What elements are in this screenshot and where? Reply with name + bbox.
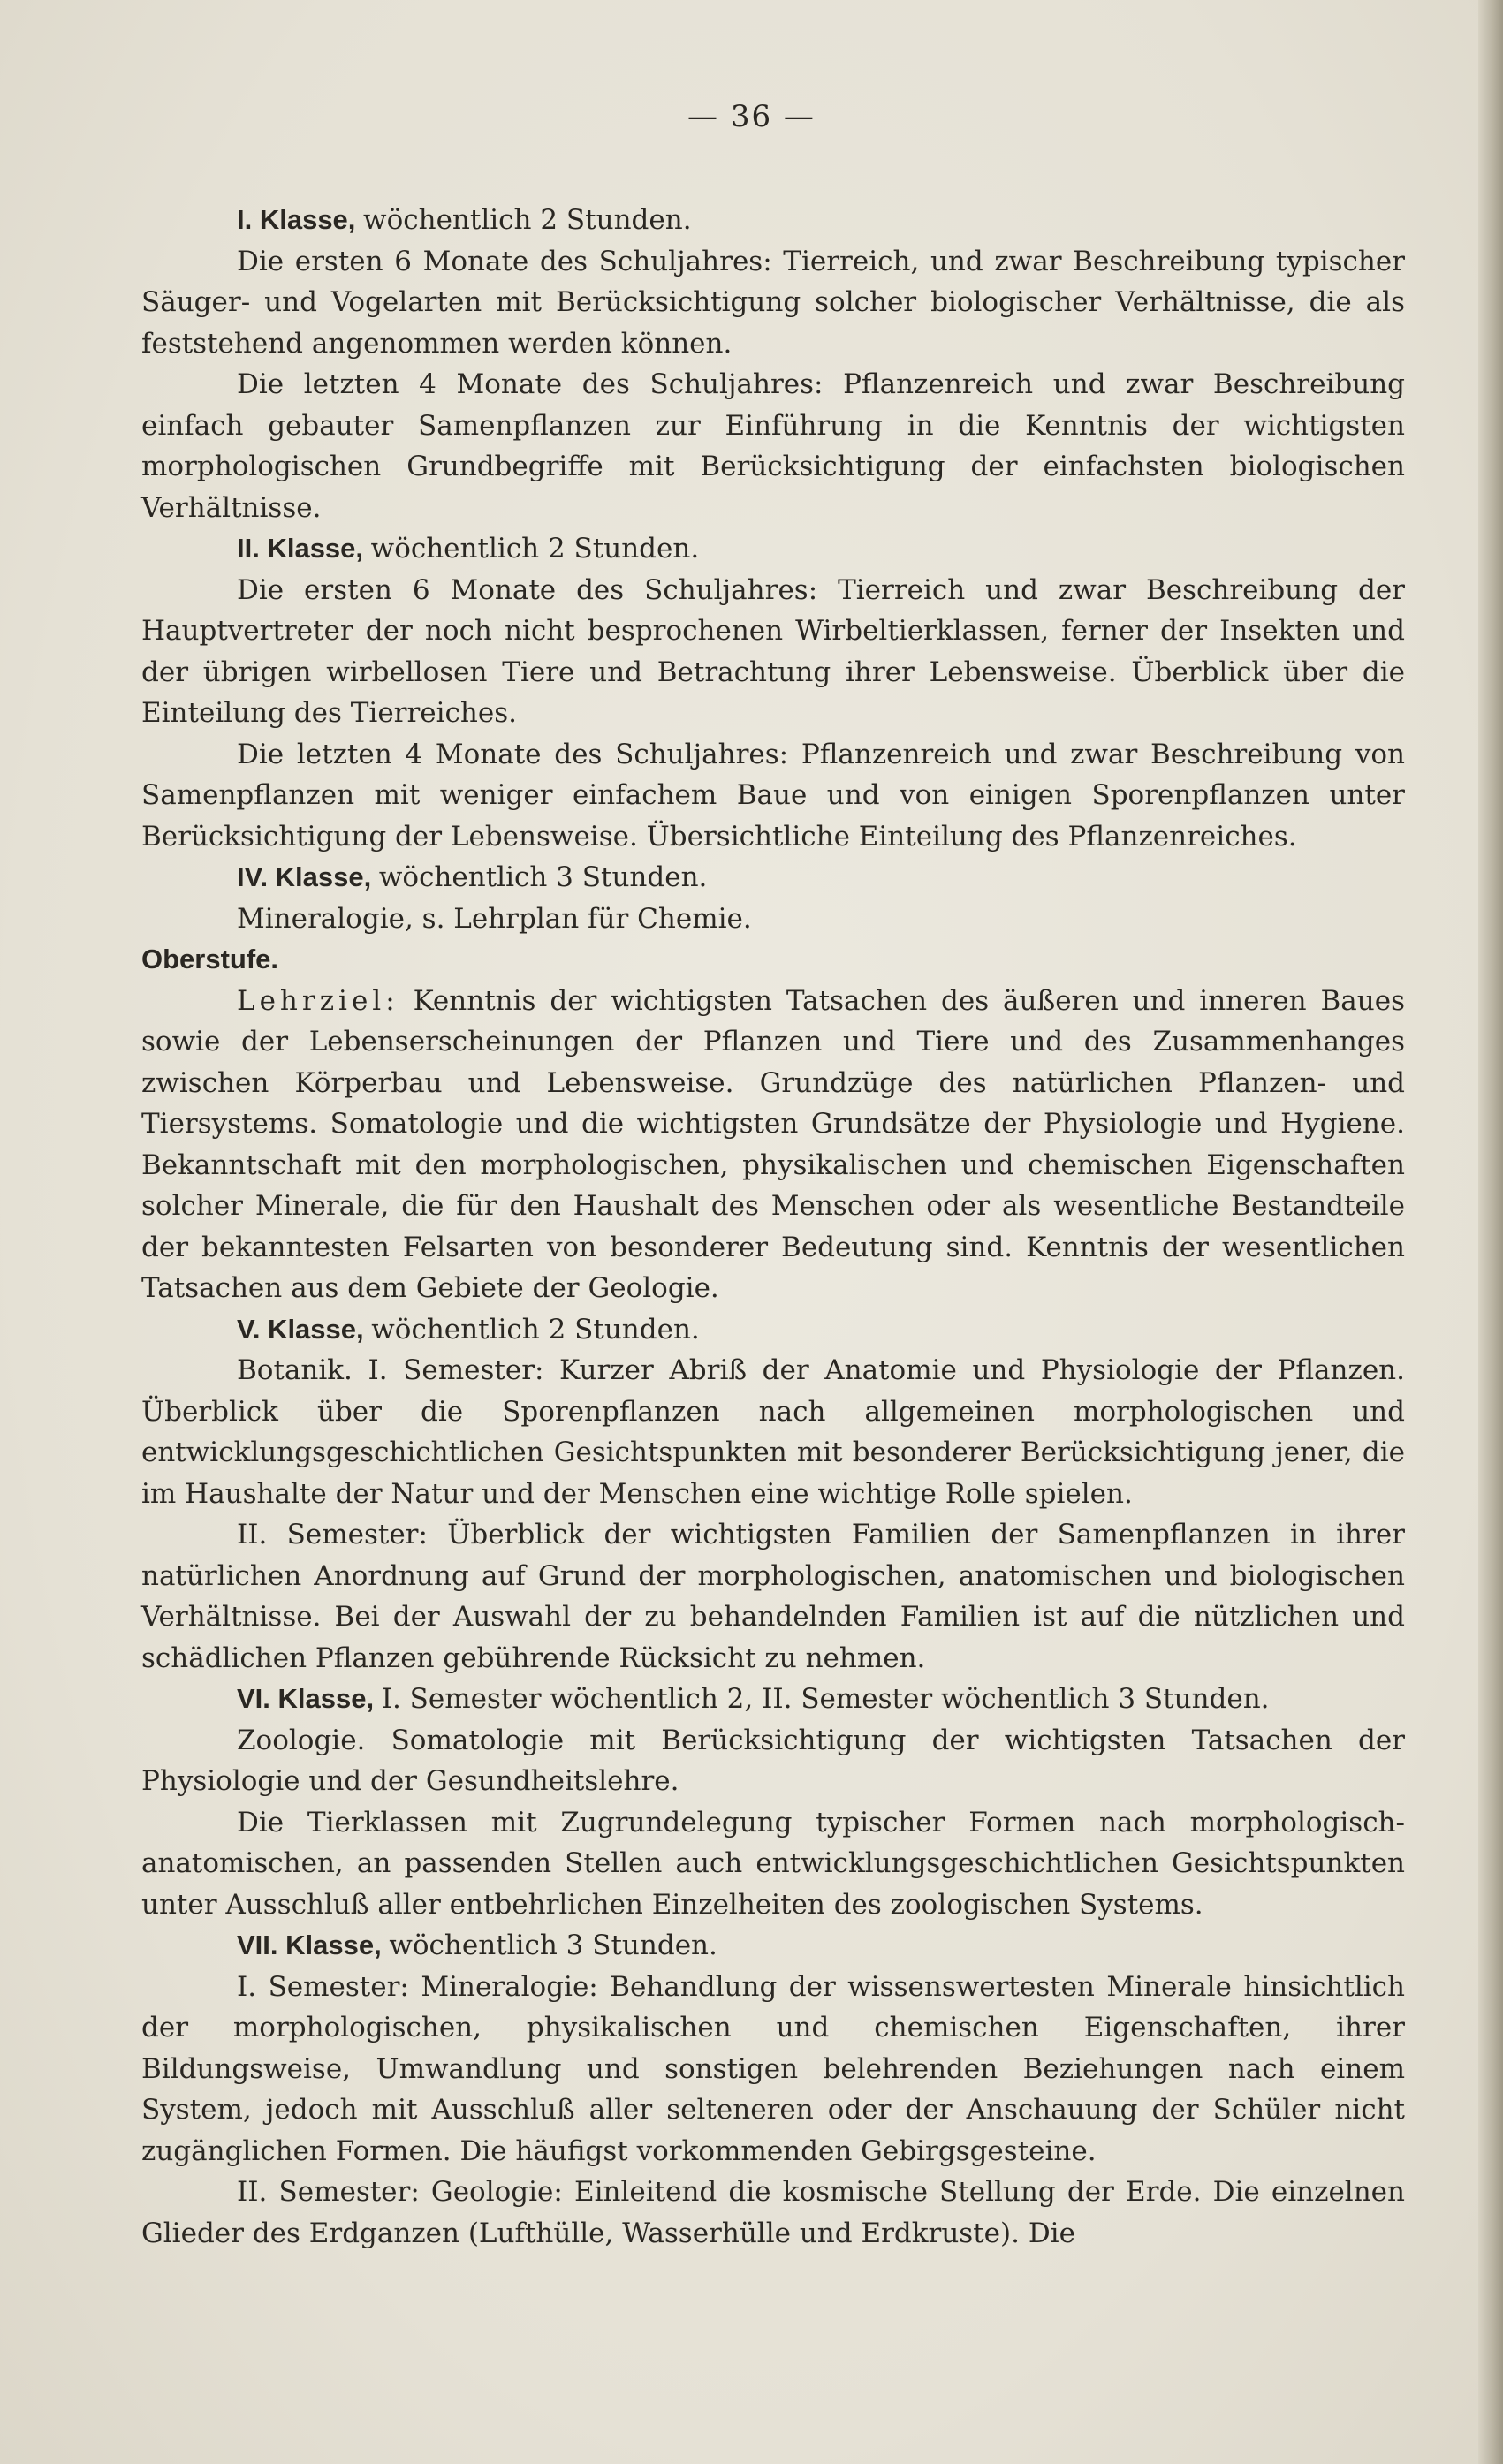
- klasse-7-heading: [141, 1925, 1405, 1967]
- klasse-4-heading: [141, 857, 1405, 898]
- book-spine-shadow: [1478, 0, 1503, 2464]
- klasse-7-paragraph-1: I. Semester: Mineralogie: Behandlung der wissenswertesten Minerale hinsichtlich der morphologischen, physikalischen und chemischen Eigenschaften, ihrer Bildungsweise, Umwandlung und sonstigen belehrenden Beziehungen nach einem System, jedoch mit Ausschluß aller selteneren oder der Anschauung der Schüler nicht zugänglichen Formen. Die häufigst vorkommenden Gebirgsgesteine.: [141, 1970, 1405, 2167]
- klasse-4-paragraph-1: Mineralogie, s. Lehrplan für Chemie.: [237, 902, 752, 935]
- klasse-5-label: V. Klasse,: [237, 1313, 364, 1345]
- klasse-6-hours: I. Semester wöchentlich 2, II. Semester wöchentlich 3 Stunden.: [381, 1683, 1270, 1715]
- klasse-1-label: I. Klasse,: [237, 204, 356, 235]
- klasse-2-heading: [141, 528, 1405, 570]
- klasse-6-heading: [141, 1679, 1405, 1720]
- klasse-1-paragraph-2: Die letzten 4 Monate des Schuljahres: Pflanzenreich und zwar Beschreibung einfach gebauter Samenpflanzen zur Einführung in die Kenntnis der wichtigsten morphologischen Grundbegriffe mit Berücksichtigung der einfachsten biologischen Verhältnisse.: [141, 368, 1405, 524]
- klasse-5-heading: [141, 1309, 1405, 1351]
- page-number: — 36 —: [687, 99, 816, 134]
- klasse-5-paragraph-1: Botanik. I. Semester: Kurzer Abriß der Anatomie und Physiologie der Pflanzen. Überblick über die Sporenpflanzen nach allgemeinen morphologischen und entwicklungsgeschichtlichen Gesichtspunkten mit besonderer Berücksichtigung jener, die im Haushalte der Natur und der Menschen eine wichtige Rolle spielen.: [141, 1354, 1405, 1510]
- lehrziel-label: Lehrziel:: [237, 984, 399, 1017]
- klasse-6-label: VI. Klasse,: [237, 1683, 375, 1714]
- klasse-2-paragraph-2: Die letzten 4 Monate des Schuljahres: Pflanzenreich und zwar Beschreibung von Samenpflanzen mit weniger einfachem Baue und von einigen Sporenpflanzen unter Berücksichtigung der Lebensweise. Übersichtliche Einteilung des Pflanzenreiches.: [141, 738, 1405, 853]
- klasse-1-heading: [141, 200, 1405, 241]
- oberstufe-heading: Oberstufe.: [141, 944, 279, 974]
- klasse-7-label: VII. Klasse,: [237, 1930, 382, 1960]
- klasse-2-hours: wöchentlich 2 Stunden.: [370, 533, 700, 565]
- body-text: [141, 200, 1405, 2254]
- klasse-5-hours: wöchentlich 2 Stunden.: [371, 1313, 700, 1346]
- klasse-7-paragraph-2: II. Semester: Geologie: Einleitend die kosmische Stellung der Erde. Die einzelnen Glieder des Erdganzen (Lufthülle, Wasserhülle und Erdkruste). Die: [141, 2176, 1405, 2249]
- klasse-2-paragraph-1: Die ersten 6 Monate des Schuljahres: Tierreich und zwar Beschreibung der Hauptvertreter der noch nicht besprochenen Wirbeltierklassen, ferner der Insekten und der übrigen wirbellosen Tiere und Betrachtung ihrer Lebensweise. Überblick über die Einteilung des Tierreiches.: [141, 573, 1405, 729]
- klasse-6-paragraph-2: Die Tierklassen mit Zugrundelegung typischer Formen nach morphologisch-anatomischen, an passenden Stellen auch entwicklungsgeschichtlichen Gesichtspunkten unter Ausschluß aller entbehrlichen Einzelheiten des zoologischen Systems.: [141, 1806, 1405, 1921]
- klasse-5-paragraph-2: II. Semester: Überblick der wichtigsten Familien der Samenpflanzen in ihrer natürlichen Anordnung auf Grund der morphologischen, anatomischen und biologischen Verhältnisse. Bei der Auswahl der zu behandelnden Familien ist auf die nützlichen und schädlichen Pflanzen gebührende Rücksicht zu nehmen.: [141, 1519, 1405, 1674]
- klasse-6-paragraph-1: Zoologie. Somatologie mit Berücksichtigung der wichtigsten Tatsachen der Physiologie und der Gesundheitslehre.: [141, 1724, 1405, 1797]
- klasse-1-paragraph-1: Die ersten 6 Monate des Schuljahres: Tierreich, und zwar Beschreibung typischer Säuger- und Vogelarten mit Berücksichtigung solcher biologischer Verhältnisse, die als feststehend angenommen werden können.: [141, 245, 1405, 360]
- klasse-4-hours: wöchentlich 3 Stunden.: [378, 861, 708, 893]
- klasse-4-label: IV. Klasse,: [237, 861, 372, 892]
- lehrziel-paragraph: [141, 981, 1405, 1309]
- klasse-1-hours: wöchentlich 2 Stunden.: [363, 204, 692, 236]
- klasse-2-label: II. Klasse,: [237, 533, 364, 564]
- lehrziel-text: Kenntnis der wichtigsten Tatsachen des äußeren und inneren Baues sowie der Lebenserscheinungen der Pflanzen und Tiere und des Zusammenhanges zwischen Körperbau und Lebensweise. Grundzüge des natürlichen Pflanzen- und Tiersystems. Somatologie und die wichtigsten Grundsätze der Physiologie und Hygiene. Bekanntschaft mit den morphologischen, physikalischen und chemischen Eigenschaften solcher Minerale, die für den Haushalt des Menschen oder als wesentliche Bestandteile der bekanntesten Felsarten von besonderer Bedeutung sind. Kenntnis der wesentlichen Tatsachen aus dem Gebiete der Geologie.: [141, 984, 1405, 1304]
- klasse-7-hours: wöchentlich 3 Stunden.: [389, 1930, 717, 1961]
